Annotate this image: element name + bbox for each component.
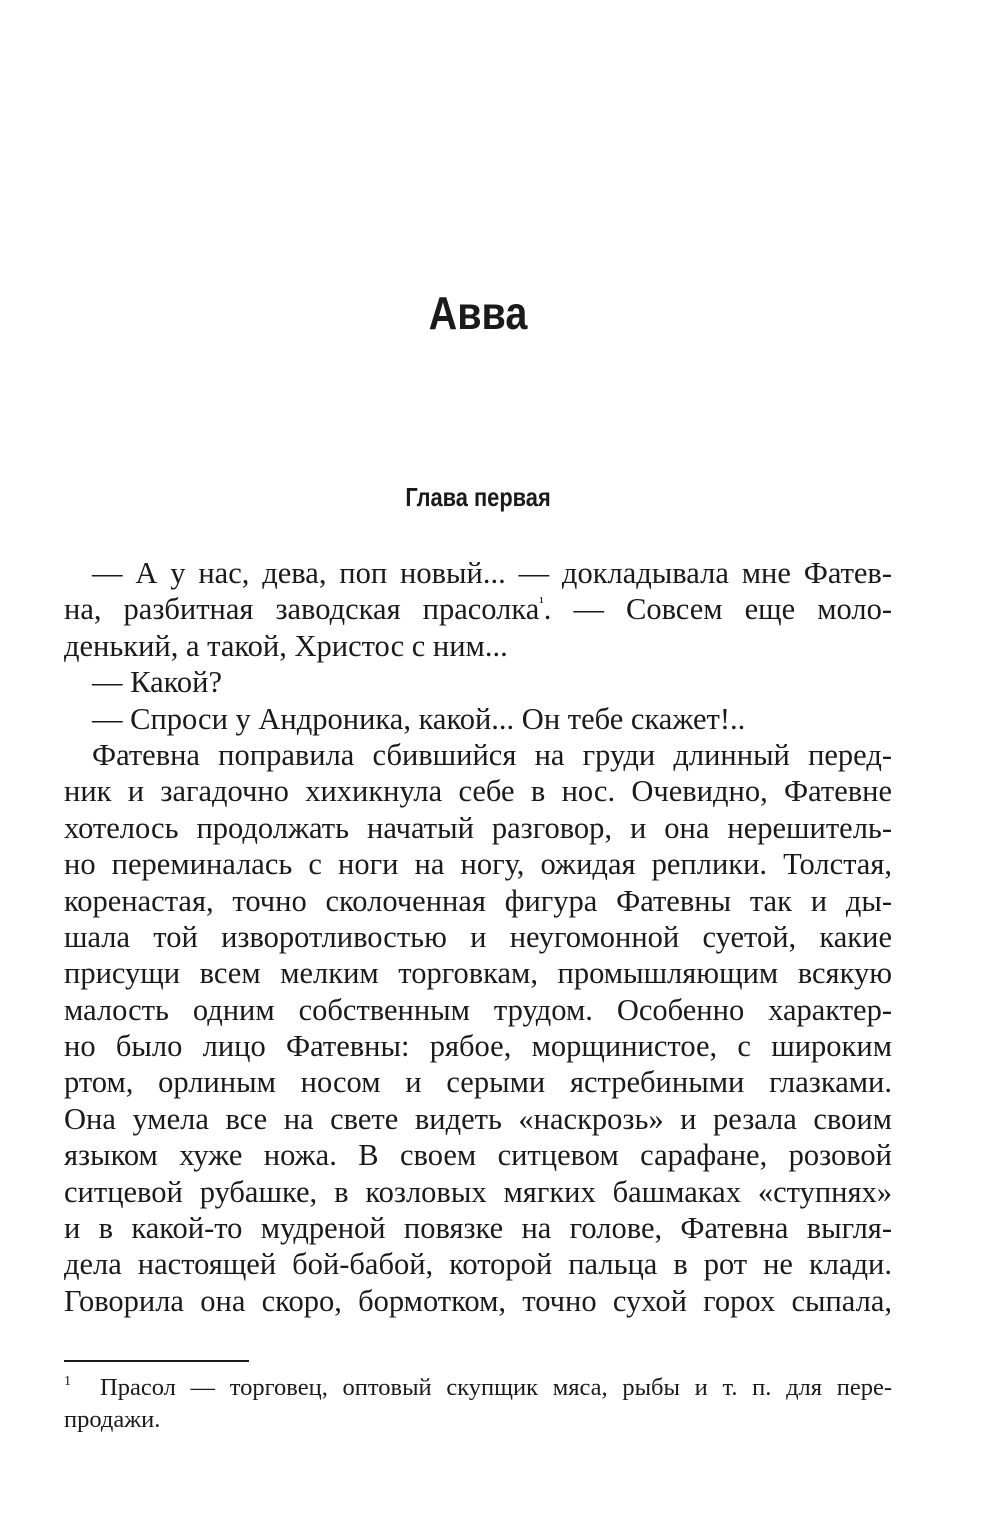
text-line: Говорила она скоро, бормотком, точно сухой горох сыпала, — [64, 1283, 892, 1318]
chapter-heading: Глава первая — [405, 482, 551, 512]
page-title: Авва — [428, 287, 528, 339]
text-line: ник и загадочно хихикнула себе в нос. Очевидно, Фатевне — [64, 774, 892, 809]
footnote-text: Прасол — торговец, оптовый скупщик мяса, рыбы и т. п. для пере- — [100, 1374, 892, 1401]
text-line: и в какой-то мудреной повязке на голове, Фатевна выгля- — [64, 1211, 892, 1246]
text-fragment: на, разбитная заводская прасолка — [64, 592, 540, 627]
text-line: денький, а такой, Христос с ним... — [64, 628, 508, 663]
text-line: — А у нас, дева, поп новый... — докладывала мне Фатев- — [92, 556, 892, 590]
body-text — [64, 555, 892, 1319]
text-line: — Какой? — [92, 665, 222, 700]
footnote-line: продажи. — [64, 1406, 161, 1433]
footnote-line: 1 Прасол — торговец, оптовый скупщик мяса, рыбы и т. п. для пере- — [64, 1374, 892, 1401]
text-line — [64, 591, 892, 627]
text-line: шала той изворотливостью и неугомонной суетой, какие — [64, 919, 892, 954]
text-line: — Спроси у Андроника, какой... Он тебе скажет!.. — [92, 701, 746, 736]
text-line: коренастая, точно сколоченная фигура Фатевны так и ды- — [64, 883, 892, 918]
footnote — [64, 1372, 892, 1436]
text-fragment: . — Совсем еще моло- — [543, 592, 892, 627]
text-line: Фатевна поправила сбившийся на груди длинный перед- — [92, 737, 892, 772]
footnote-marker[interactable]: ¹ — [539, 595, 544, 612]
footnote-divider — [64, 1360, 249, 1362]
text-line: но было лицо Фатевны: рябое, морщинистое, с широким — [64, 1029, 892, 1064]
text-line: ртом, орлиным носом и серыми ястребиными глазками. — [64, 1065, 892, 1100]
text-line: Она умела все на свете видеть «наскрозь» и резала своим — [64, 1101, 892, 1136]
text-line: малость одним собственным трудом. Особенно характер- — [64, 992, 892, 1027]
text-line: дела настоящей бой-бабой, которой пальца в рот не клади. — [64, 1247, 892, 1282]
text-line: ситцевой рубашке, в козловых мягких башмаках «ступнях» — [64, 1174, 892, 1209]
text-line: языком хуже ножа. В своем ситцевом сарафане, розовой — [64, 1138, 892, 1173]
text-line: присущи всем мелким торговкам, промышляющим всякую — [64, 956, 892, 991]
text-line: но переминалась с ноги на ногу, ожидая реплики. Толстая, — [64, 847, 892, 882]
text-line: хотелось продолжать начатый разговор, и она нерешитель- — [64, 810, 892, 845]
